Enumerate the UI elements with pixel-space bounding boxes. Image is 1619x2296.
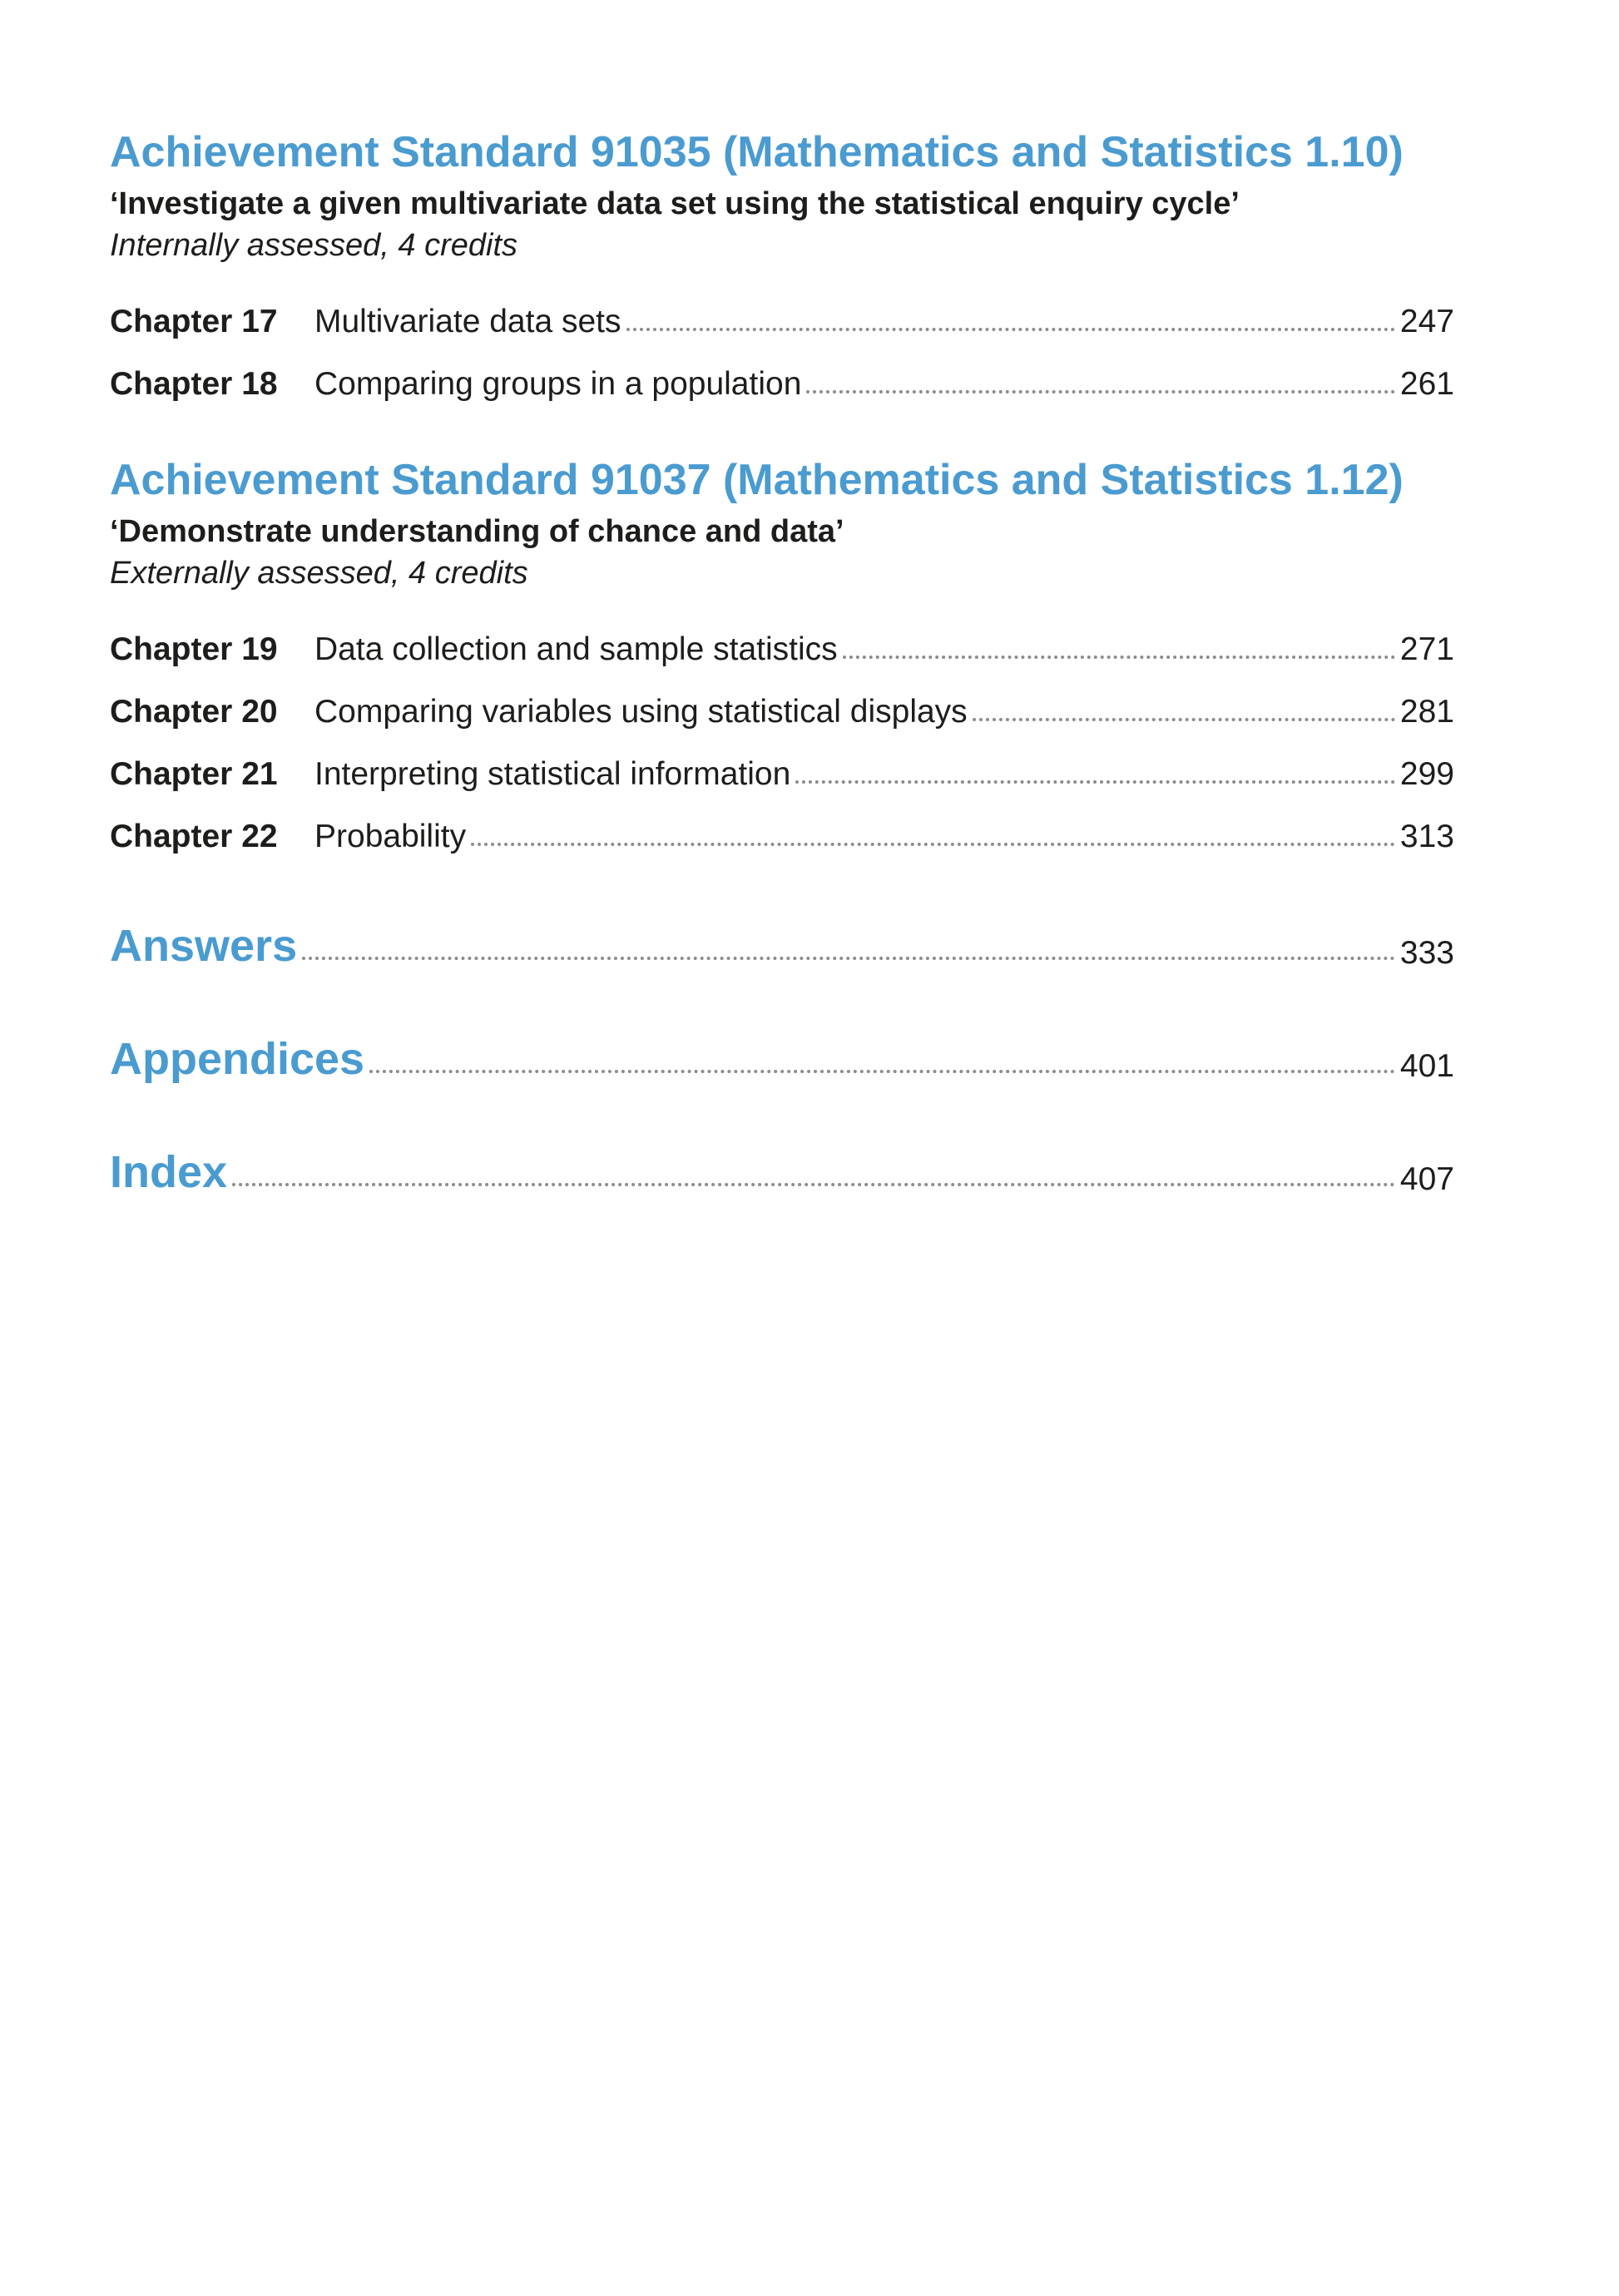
chapter-label: Chapter 19 [110,631,278,667]
page-number: 299 [1399,756,1454,792]
toc-entry-chapter-21[interactable] [110,730,1454,793]
back-matter-title: Appendices [110,1034,365,1084]
dot-leader [471,843,1395,846]
dot-leader [232,1183,1395,1186]
chapter-title: Comparing variables using statistical displays [314,694,968,730]
page-number: 261 [1399,366,1454,402]
standard-description: ‘Demonstrate understanding of chance and data’ [110,514,844,549]
page-number: 313 [1399,819,1454,854]
chapter-label: Chapter 22 [110,819,278,854]
dot-leader [843,656,1395,659]
chapter-title: Multivariate data sets [314,304,621,339]
toc-entry-index[interactable] [110,1131,1454,1198]
standard-description: ‘Investigate a given multivariate data set using the statistical enquiry cycle’ [110,186,1240,221]
chapter-label: Chapter 20 [110,694,278,730]
toc-entry-chapter-22[interactable] [110,793,1454,855]
standard-assessment: Internally assessed, 4 credits [110,228,518,263]
dot-leader [795,780,1395,784]
toc-entry-answers[interactable] [110,905,1454,972]
dot-leader [302,957,1395,960]
toc-content [110,125,1454,1244]
page-number: 401 [1399,1048,1454,1084]
toc-entry-chapter-17[interactable] [110,278,1454,340]
standard-heading: Achievement Standard 91035 (Mathematics and Statistics 1.10) [110,128,1404,176]
standard-heading: Achievement Standard 91037 (Mathematics and Statistics 1.12) [110,456,1404,504]
page-number: 333 [1399,935,1454,971]
back-matter-title: Answers [110,921,298,971]
chapter-label: Chapter 18 [110,366,278,402]
standard-section-91035 [110,125,1454,403]
chapter-title: Data collection and sample statistics [314,631,838,667]
toc-entry-chapter-19[interactable] [110,606,1454,668]
chapter-title: Comparing groups in a population [314,366,802,402]
page-number: 407 [1399,1161,1454,1197]
chapter-title: Probability [314,819,467,854]
standard-section-91037 [110,453,1454,855]
page-number: 271 [1399,631,1454,667]
dot-leader [973,718,1395,721]
page-number: 247 [1399,304,1454,339]
chapter-label: Chapter 17 [110,304,278,339]
standard-assessment: Externally assessed, 4 credits [110,556,528,591]
toc-entry-chapter-18[interactable] [110,340,1454,403]
toc-entry-appendices[interactable] [110,1018,1454,1085]
back-matter-title: Index [110,1147,228,1197]
toc-entry-chapter-20[interactable] [110,668,1454,730]
page-number: 281 [1399,694,1454,730]
chapter-title: Interpreting statistical information [314,756,791,792]
dot-leader [369,1070,1395,1073]
chapter-label: Chapter 21 [110,756,278,792]
dot-leader [626,328,1395,331]
dot-leader [806,390,1395,393]
